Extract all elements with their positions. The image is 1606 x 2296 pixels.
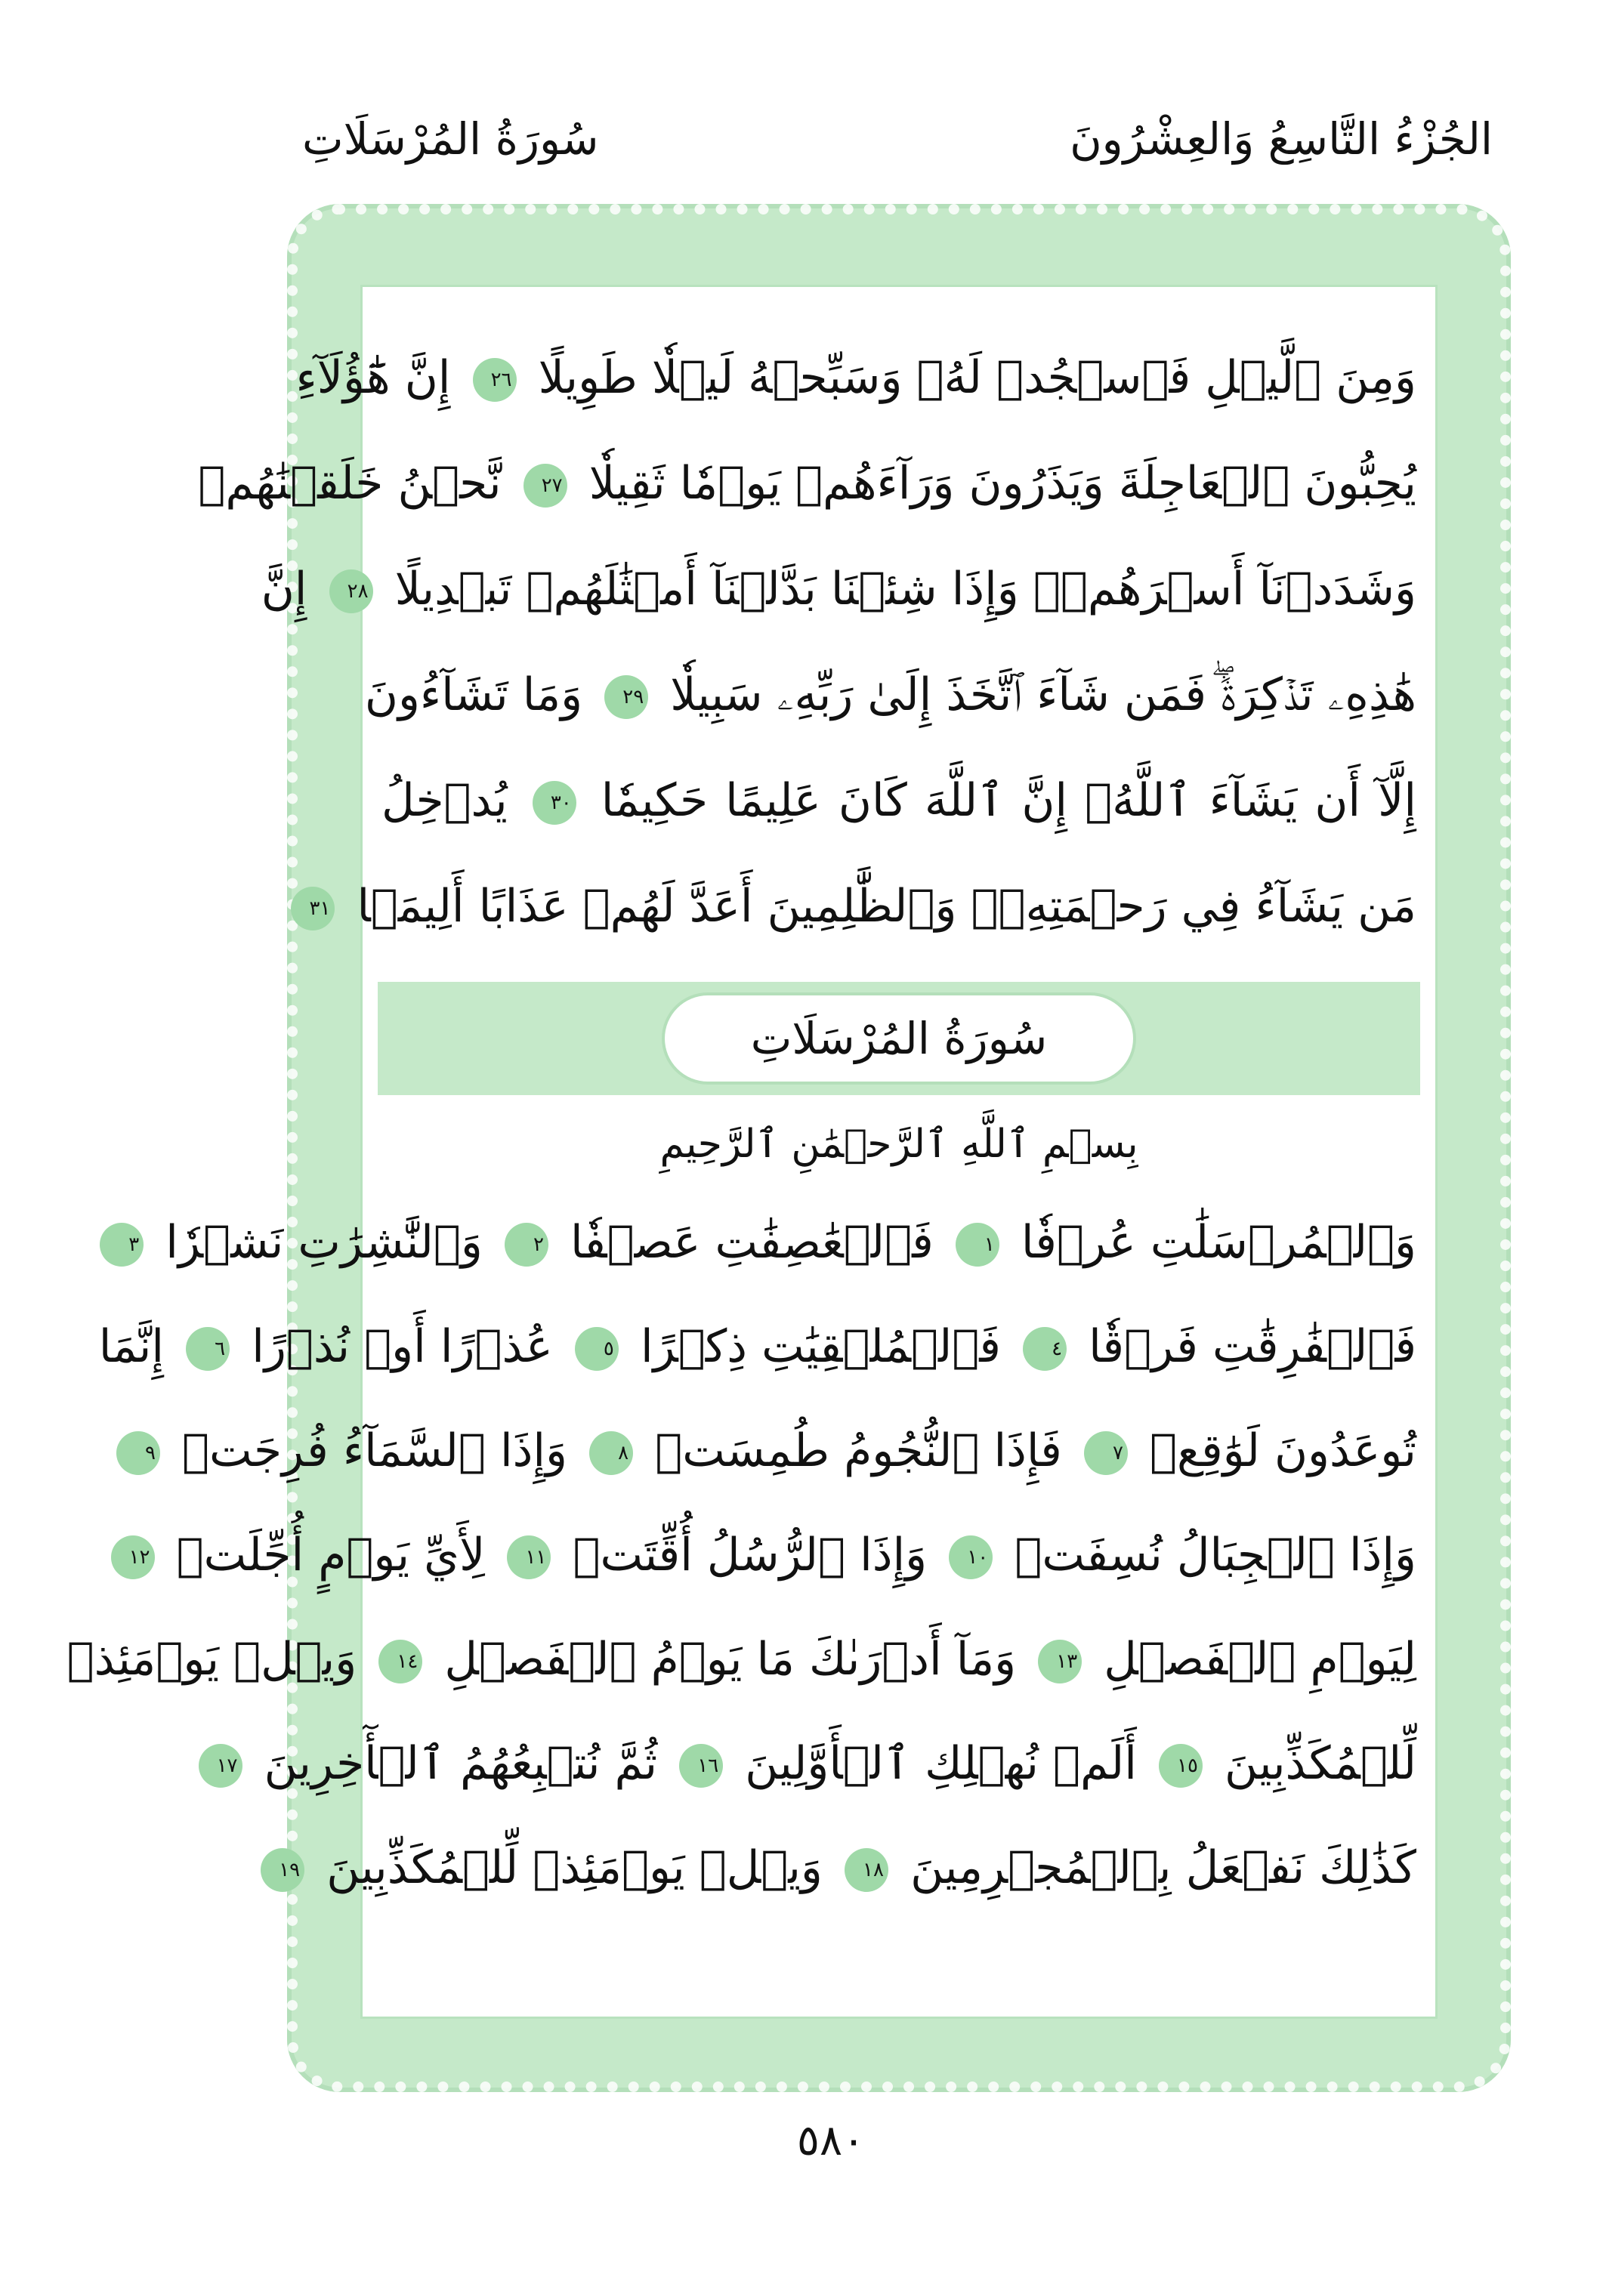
- verse-line: [279, 1815, 1416, 1921]
- verse-text: وَٱلنَّٰشِرَٰتِ نَشۡرٗا: [165, 1216, 483, 1269]
- verse-text: تُوعَدُونَ لَوَٰقِعٞ: [1150, 1424, 1416, 1477]
- verse-text: ثُمَّ نُتۡبِعُهُمُ ٱلۡأٓخِرِينَ: [264, 1737, 658, 1790]
- verse-text: وَمَآ أَدۡرَىٰكَ مَا يَوۡمُ ٱلۡفَصۡلِ: [444, 1633, 1017, 1686]
- ayah-number-marker: ١٧: [199, 1744, 242, 1788]
- verse-line: [128, 1502, 1416, 1608]
- surah-header: سُورَةُ المُرْسَلَاتِ: [302, 113, 599, 165]
- ayah-number-marker: ٩: [116, 1431, 160, 1475]
- ayah-number-marker: ٢٨: [329, 569, 373, 613]
- ayah-number-marker: ١: [956, 1223, 999, 1267]
- verse-text: عُذۡرًا أَوۡ نُذۡرًا: [252, 1320, 553, 1373]
- ayah-number-marker: ٧: [1084, 1431, 1128, 1475]
- verse-line: [128, 1190, 1416, 1295]
- verse-text: فَٱلۡفَٰرِقَٰتِ فَرۡقٗا: [1089, 1320, 1416, 1373]
- verse-text: فَٱلۡعَٰصِفَٰتِ عَصۡفٗا: [570, 1216, 934, 1269]
- ayah-number-marker: ٢: [505, 1223, 548, 1267]
- page-number: ٥٨٠: [796, 2116, 866, 2165]
- ayah-number-marker: ٢٦: [473, 358, 517, 402]
- ayah-number-marker: ١٦: [679, 1744, 723, 1788]
- verse-text: فَإِذَا ٱلنُّجُومُ طُمِسَتۡ: [655, 1424, 1062, 1477]
- ayah-number-marker: ١٠: [949, 1535, 993, 1579]
- ayah-number-marker: ٣: [100, 1223, 144, 1267]
- verse-text: فَٱلۡمُلۡقِيَٰتِ ذِكۡرًا: [640, 1320, 1001, 1373]
- ayah-number-marker: ٢٩: [604, 675, 648, 719]
- juz-header: الجُزْءُ التَّاسِعُ وَالعِشْرُونَ: [1070, 113, 1493, 165]
- ayah-number-marker: ٣١: [291, 887, 335, 930]
- ayah-number-marker: ٢٧: [523, 464, 567, 508]
- verse-text: إِنَّمَا: [98, 1320, 165, 1373]
- verse-text: وَمَا تَشَآءُونَ: [364, 668, 583, 721]
- verse-text: أَلَمۡ نُهۡلِكِ ٱلۡأَوَّلِينَ: [745, 1737, 1137, 1790]
- verse-text: لِّلۡمُكَذِّبِينَ: [1225, 1737, 1416, 1790]
- verse-text: مَن يَشَآءُ فِي رَحۡمَتِهِۦۚ وَٱلظَّٰلِمِينَ أَعَدَّ لَهُمۡ عَذَابًا أَلِيمَۢا: [357, 880, 1416, 933]
- verse-text: نَّحۡنُ خَلَقۡنَٰهُمۡ: [198, 457, 502, 510]
- surah-title: سُورَةُ المُرْسَلَاتِ: [665, 995, 1133, 1082]
- verse-line: [98, 1294, 1416, 1400]
- ayah-number-marker: ٣٠: [533, 781, 576, 825]
- verse-text: وَٱلۡمُرۡسَلَٰتِ عُرۡفٗا: [1021, 1216, 1416, 1269]
- verse-text: إِنَّ هَٰٓؤُلَآءِ: [295, 351, 451, 404]
- verse-text: وَإِذَا ٱلرُّسُلُ أُقِّتَتۡ: [573, 1529, 928, 1582]
- verse-text: إِلَّآ أَن يَشَآءَ ٱللَّهُۚ إِنَّ ٱللَّهَ كَانَ عَلِيمًا حَكِيمٗا: [601, 774, 1416, 827]
- ayah-number-marker: ٥: [575, 1327, 619, 1371]
- verse-line: [261, 536, 1416, 642]
- verse-line: [381, 748, 1416, 853]
- ayah-number-marker: ١٤: [378, 1640, 422, 1683]
- verse-line: [295, 325, 1416, 430]
- ayah-number-marker: ٤: [1023, 1327, 1067, 1371]
- verse-text: لِيَوۡمِ ٱلۡفَصۡلِ: [1104, 1633, 1416, 1686]
- verse-text: يُحِبُّونَ ٱلۡعَاجِلَةَ وَيَذَرُونَ وَرَآءَهُمۡ يَوۡمٗا ثَقِيلٗا: [588, 457, 1416, 510]
- ayah-number-marker: ١٣: [1038, 1640, 1082, 1683]
- ayah-number-marker: ١٢: [111, 1535, 155, 1579]
- ayah-number-marker: ١٥: [1159, 1744, 1203, 1788]
- verse-text: لِأَيِّ يَوۡمٍ أُجِّلَتۡ: [176, 1529, 486, 1582]
- verse-text: وَمِنَ ٱلَّيۡلِ فَٱسۡجُدۡ لَهُۥ وَسَبِّحۡهُ لَيۡلٗا طَوِيلًا: [538, 351, 1416, 404]
- verse-line: [145, 1398, 1416, 1504]
- verse-text: إِنَّ: [261, 563, 307, 616]
- verse-text: هَٰذِهِۦ تَذۡكِرَةٞۖ فَمَن شَآءَ ٱتَّخَذَ إِلَىٰ رَبِّهِۦ سَبِيلٗا: [670, 668, 1416, 721]
- ayah-number-marker: ١٩: [261, 1848, 304, 1892]
- ayah-number-marker: ١١: [507, 1535, 551, 1579]
- ayah-number-marker: ١٨: [845, 1848, 888, 1892]
- verse-text: وَإِذَا ٱلۡجِبَالُ نُسِفَتۡ: [1015, 1529, 1416, 1582]
- verse-text: كَذَٰلِكَ نَفۡعَلُ بِٱلۡمُجۡرِمِينَ: [910, 1841, 1416, 1894]
- basmala: بِسۡمِ ٱللَّهِ ٱلرَّحۡمَٰنِ ٱلرَّحِيمِ: [659, 1122, 1138, 1167]
- verse-line: [66, 1606, 1416, 1712]
- verse-line: [309, 853, 1416, 959]
- verse-text: وَإِذَا ٱلسَّمَآءُ فُرِجَتۡ: [182, 1424, 568, 1477]
- ayah-number-marker: ٦: [186, 1327, 230, 1371]
- verse-line: [364, 642, 1416, 748]
- ayah-number-marker: ٨: [589, 1431, 633, 1475]
- verse-line: [198, 430, 1416, 536]
- verse-text: وَيۡلٞ يَوۡمَئِذٖ: [66, 1633, 357, 1686]
- verse-text: وَشَدَدۡنَآ أَسۡرَهُمۡۖ وَإِذَا شِئۡنَا بَدَّلۡنَآ أَمۡثَٰلَهُمۡ تَبۡدِيلًا: [394, 563, 1416, 616]
- verse-text: وَيۡلٞ يَوۡمَئِذٖ لِّلۡمُكَذِّبِينَ: [326, 1841, 823, 1894]
- verse-line: [216, 1711, 1416, 1816]
- verse-text: يُدۡخِلُ: [381, 774, 508, 827]
